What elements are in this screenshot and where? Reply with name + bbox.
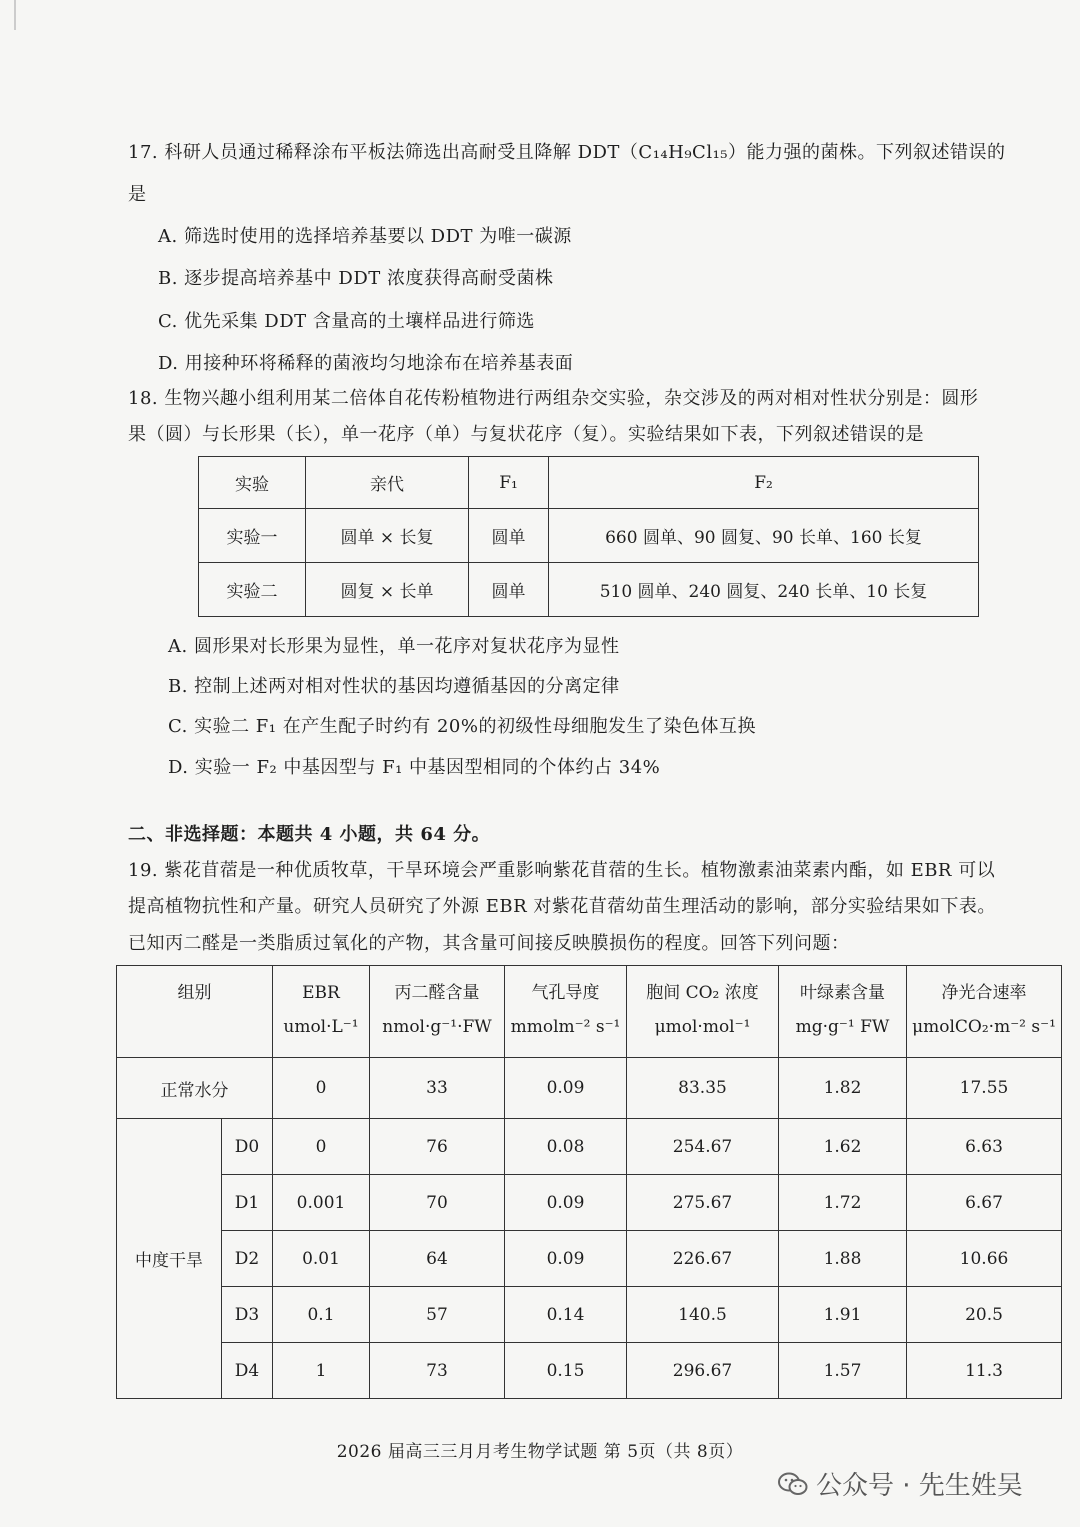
- table-header-row: [199, 457, 979, 509]
- header-cell: [779, 966, 907, 1058]
- header-cell: 实验: [199, 457, 306, 509]
- wechat-icon: [778, 1471, 808, 1497]
- table-cell: 57: [370, 1287, 505, 1343]
- q18-option-d: D. 实验一 F₂ 中基因型与 F₁ 中基因型相同的个体约占 34%: [168, 757, 661, 778]
- q18-stem-line1: 18. 生物兴趣小组利用某二倍体自花传粉植物进行两组杂交实验，杂交涉及的两对相对性状分别是：圆形: [128, 388, 979, 409]
- table-cell: 10.66: [907, 1231, 1062, 1287]
- table-cell: 0: [273, 1058, 370, 1119]
- q18-option-b: B. 控制上述两对相对性状的基因均遵循基因的分离定律: [168, 676, 620, 697]
- table-cell: 0.001: [273, 1175, 370, 1231]
- table-cell: 1.62: [779, 1119, 907, 1175]
- q17-stem-line1: 17. 科研人员通过稀释涂布平板法筛选出高耐受且降解 DDT（C₁₄H₉Cl₁₅）能力强的菌株。下列叙述错误的: [128, 142, 1006, 163]
- header-name: 丙二醛含量: [394, 983, 480, 1003]
- row-id: D4: [222, 1343, 273, 1399]
- table-cell: 70: [370, 1175, 505, 1231]
- table-cell: 17.55: [907, 1058, 1062, 1119]
- table-row: [117, 1343, 1062, 1399]
- q19-stem-line3: 已知丙二醛是一类脂质过氧化的产物，其含量可间接反映膜损伤的程度。回答下列问题：: [128, 933, 850, 954]
- table-cell: 140.5: [627, 1287, 779, 1343]
- table-cell: 296.67: [627, 1343, 779, 1399]
- header-cell: F₁: [469, 457, 549, 509]
- row-id: D2: [222, 1231, 273, 1287]
- table-cell: 226.67: [627, 1231, 779, 1287]
- table-cell: 0.14: [505, 1287, 627, 1343]
- table-cell: 圆单 × 长复: [306, 509, 469, 563]
- q19-stem-line1: 19. 紫花苜蓿是一种优质牧草，干旱环境会严重影响紫花苜蓿的生长。植物激素油菜素内酯，如 EBR 可以: [128, 860, 996, 881]
- row-id: D0: [222, 1119, 273, 1175]
- header-name: 叶绿素含量: [800, 983, 885, 1003]
- table-cell: 0.15: [505, 1343, 627, 1399]
- table-cell: 64: [370, 1231, 505, 1287]
- table-cell: 1.91: [779, 1287, 907, 1343]
- header-cell: [505, 966, 627, 1058]
- q18-option-c: C. 实验二 F₁ 在产生配子时约有 20%的初级性母细胞发生了染色体互换: [168, 716, 756, 737]
- header-cell: [273, 966, 370, 1058]
- table-cell: 76: [370, 1119, 505, 1175]
- row-label: 正常水分: [117, 1058, 273, 1119]
- table-cell: 圆单: [469, 509, 549, 563]
- table-cell: 0.09: [505, 1175, 627, 1231]
- q17-option-c: C. 优先采集 DDT 含量高的土壤样品进行筛选: [158, 311, 535, 332]
- q19-stem-line2: 提高植物抗性和产量。研究人员研究了外源 EBR 对紫花苜蓿幼苗生理活动的影响，部分实验结果如下表。: [128, 896, 996, 917]
- page-footer: 2026 届高三三月月考生物学试题 第 5页（共 8页）: [336, 1442, 744, 1462]
- table-cell: 0: [273, 1119, 370, 1175]
- table-cell: 660 圆单、90 圆复、90 长单、160 长复: [549, 509, 979, 563]
- section-heading: 二、非选择题：本题共 4 小题，共 64 分。: [128, 824, 491, 845]
- header-unit: μmol·mol⁻¹: [654, 1017, 751, 1037]
- table-cell: 实验一: [199, 509, 306, 563]
- scan-edge-mark: [14, 0, 16, 30]
- header-cell: [370, 966, 505, 1058]
- table-cell: 1.88: [779, 1231, 907, 1287]
- q18-stem-line2: 果（圆）与长形果（长），单一花序（单）与复状花序（复）。实验结果如下表，下列叙述错误的是: [128, 424, 924, 445]
- table-cell: 0.01: [273, 1231, 370, 1287]
- q18-table: [198, 456, 979, 617]
- table-cell: 20.5: [907, 1287, 1062, 1343]
- header-unit: nmol·g⁻¹·FW: [382, 1017, 492, 1037]
- header-cell: F₂: [549, 457, 979, 509]
- table-cell: 1.57: [779, 1343, 907, 1399]
- table-cell: 0.1: [273, 1287, 370, 1343]
- header-unit: umol·L⁻¹: [283, 1017, 359, 1037]
- header-name: 净光合速率: [941, 983, 1027, 1003]
- table-cell: 275.67: [627, 1175, 779, 1231]
- q17-stem-line2: 是: [128, 184, 147, 205]
- header-cell: 亲代: [306, 457, 469, 509]
- header-name: EBR: [302, 983, 340, 1003]
- q19-table: [116, 965, 1062, 1399]
- table-cell: 0.09: [505, 1058, 627, 1119]
- header-unit: mg·g⁻¹ FW: [795, 1017, 890, 1037]
- table-row: [117, 1231, 1062, 1287]
- q18-option-a: A. 圆形果对长形果为显性，单一花序对复状花序为显性: [168, 636, 620, 657]
- header-cell: [627, 966, 779, 1058]
- q17-option-d: D. 用接种环将稀释的菌液均匀地涂布在培养基表面: [158, 353, 574, 374]
- table-row: [117, 1119, 1062, 1175]
- q17-option-b: B. 逐步提高培养基中 DDT 浓度获得高耐受菌株: [158, 268, 554, 289]
- header-name: 气孔导度: [531, 983, 600, 1003]
- header-cell: [907, 966, 1062, 1058]
- table-cell: 33: [370, 1058, 505, 1119]
- table-row-normal: [117, 1058, 1062, 1119]
- row-id: D1: [222, 1175, 273, 1231]
- table-row: [199, 563, 979, 617]
- table-cell: 11.3: [907, 1343, 1062, 1399]
- table-cell: 圆复 × 长单: [306, 563, 469, 617]
- table-cell: 83.35: [627, 1058, 779, 1119]
- row-id: D3: [222, 1287, 273, 1343]
- table-cell: 6.63: [907, 1119, 1062, 1175]
- q17-option-a: A. 筛选时使用的选择培养基要以 DDT 为唯一碳源: [158, 226, 572, 247]
- header-name: 胞间 CO₂ 浓度: [646, 983, 759, 1003]
- table-cell: 圆单: [469, 563, 549, 617]
- table-cell: 0.08: [505, 1119, 627, 1175]
- table-cell: 0.09: [505, 1231, 627, 1287]
- watermark-text: 公众号 · 先生姓吴: [816, 1471, 1023, 1501]
- table-cell: 73: [370, 1343, 505, 1399]
- row-group-label: 中度干旱: [117, 1119, 222, 1399]
- header-unit: μmolCO₂·m⁻² s⁻¹: [912, 1017, 1056, 1037]
- table-cell: 254.67: [627, 1119, 779, 1175]
- table-row: [117, 1287, 1062, 1343]
- watermark: [778, 1465, 1023, 1502]
- table-row: [199, 509, 979, 563]
- table-cell: 1.82: [779, 1058, 907, 1119]
- table-row: [117, 1175, 1062, 1231]
- table-cell: 1: [273, 1343, 370, 1399]
- table-cell: 1.72: [779, 1175, 907, 1231]
- header-cell-group: [117, 966, 273, 1058]
- header-unit: mmolm⁻² s⁻¹: [510, 1017, 621, 1037]
- table-cell: 实验二: [199, 563, 306, 617]
- table-cell: 510 圆单、240 圆复、240 长单、10 长复: [549, 563, 979, 617]
- header-name: 组别: [177, 983, 212, 1003]
- table-cell: 6.67: [907, 1175, 1062, 1231]
- table-header-row: [117, 966, 1062, 1058]
